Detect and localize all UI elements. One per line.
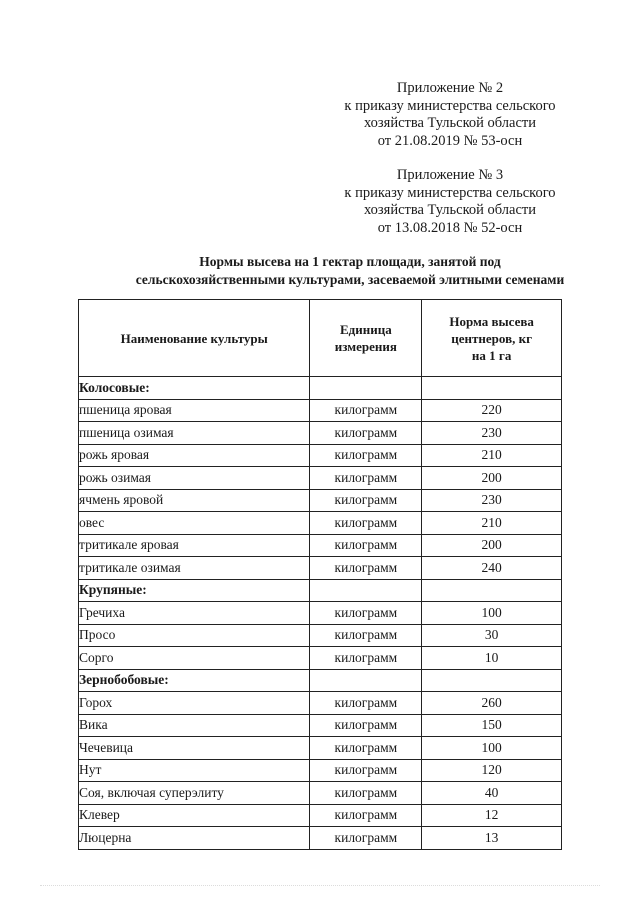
- crop-name-cell: Чечевица: [79, 737, 310, 760]
- table-row: [79, 759, 562, 782]
- crop-name-cell: Горох: [79, 692, 310, 715]
- crop-name-cell: овес: [79, 512, 310, 535]
- seeding-norms-table: [78, 299, 562, 850]
- crop-name-cell: пшеница яровая: [79, 399, 310, 422]
- table-row: [79, 714, 562, 737]
- document-title-line-2: сельскохозяйственными культурами, засеваемой элитными семенами: [135, 272, 565, 287]
- table-row: [79, 692, 562, 715]
- crop-name-cell: Колосовые:: [79, 377, 310, 400]
- annex-order-ref: к приказу министерства сельского: [344, 97, 556, 114]
- table-row: [79, 399, 562, 422]
- crop-name-cell: Просо: [79, 624, 310, 647]
- header-rate: Норма высева центнеров, кг на 1 га: [422, 300, 562, 377]
- header-crop-name: Наименование культуры: [79, 300, 310, 377]
- rate-cell: 12: [422, 804, 562, 827]
- table-row: [79, 804, 562, 827]
- crop-name-cell: рожь озимая: [79, 467, 310, 490]
- table-row: [79, 782, 562, 805]
- rate-cell: 30: [422, 624, 562, 647]
- crop-name-cell: тритикале озимая: [79, 557, 310, 580]
- annex-order-ref: к приказу министерства сельского: [344, 184, 556, 201]
- table-row: [79, 557, 562, 580]
- table-row: [79, 737, 562, 760]
- table-row: [79, 534, 562, 557]
- unit-cell: килограмм: [310, 489, 422, 512]
- unit-cell: килограмм: [310, 647, 422, 670]
- table-group-row: [79, 669, 562, 692]
- unit-cell: килограмм: [310, 444, 422, 467]
- unit-cell: килограмм: [310, 422, 422, 445]
- table-row: [79, 602, 562, 625]
- table-group-row: [79, 377, 562, 400]
- rate-cell: 200: [422, 467, 562, 490]
- rate-cell: 240: [422, 557, 562, 580]
- unit-cell: килограмм: [310, 467, 422, 490]
- unit-cell: килограмм: [310, 804, 422, 827]
- table-row: [79, 422, 562, 445]
- crop-name-cell: Соя, включая суперэлиту: [79, 782, 310, 805]
- header-unit: Единица измерения: [310, 300, 422, 377]
- table-group-row: [79, 579, 562, 602]
- crop-name-cell: Гречиха: [79, 602, 310, 625]
- table-row: [79, 489, 562, 512]
- unit-cell: килограмм: [310, 602, 422, 625]
- rate-cell: 100: [422, 737, 562, 760]
- crop-name-cell: Люцерна: [79, 827, 310, 850]
- unit-cell: килограмм: [310, 782, 422, 805]
- rate-cell: 200: [422, 534, 562, 557]
- unit-cell: [310, 377, 422, 400]
- annex-date: от 21.08.2019 № 53-осн: [377, 132, 523, 149]
- crop-name-cell: Нут: [79, 759, 310, 782]
- unit-cell: килограмм: [310, 737, 422, 760]
- rate-cell: 40: [422, 782, 562, 805]
- unit-cell: [310, 579, 422, 602]
- rate-cell: 230: [422, 422, 562, 445]
- table-row: [79, 444, 562, 467]
- annex-date: от 13.08.2018 № 52-осн: [377, 219, 523, 236]
- crop-name-cell: Крупяные:: [79, 579, 310, 602]
- rate-cell: 210: [422, 444, 562, 467]
- table-row: [79, 467, 562, 490]
- unit-cell: килограмм: [310, 624, 422, 647]
- rate-cell: 150: [422, 714, 562, 737]
- rate-cell: 210: [422, 512, 562, 535]
- table-row: [79, 827, 562, 850]
- rate-cell: 100: [422, 602, 562, 625]
- unit-cell: килограмм: [310, 827, 422, 850]
- annex-title: Приложение № 2: [396, 80, 504, 96]
- annex-title: Приложение № 3: [396, 167, 504, 183]
- crop-name-cell: Сорго: [79, 647, 310, 670]
- crop-name-cell: Вика: [79, 714, 310, 737]
- rate-cell: 120: [422, 759, 562, 782]
- table-header-row: [79, 300, 562, 377]
- rate-cell: [422, 377, 562, 400]
- crop-name-cell: Клевер: [79, 804, 310, 827]
- crop-name-cell: пшеница озимая: [79, 422, 310, 445]
- unit-cell: килограмм: [310, 512, 422, 535]
- rate-cell: [422, 669, 562, 692]
- rate-cell: 13: [422, 827, 562, 850]
- unit-cell: килограмм: [310, 399, 422, 422]
- unit-cell: килограмм: [310, 714, 422, 737]
- annex-ministry: хозяйства Тульской области: [363, 202, 537, 218]
- unit-cell: килограмм: [310, 759, 422, 782]
- annex-header-2: [330, 80, 570, 150]
- unit-cell: килограмм: [310, 557, 422, 580]
- crop-name-cell: рожь яровая: [79, 444, 310, 467]
- annex-header-3: [330, 167, 570, 237]
- document-title: [60, 253, 640, 289]
- crop-name-cell: тритикале яровая: [79, 534, 310, 557]
- rate-cell: 10: [422, 647, 562, 670]
- rate-cell: [422, 579, 562, 602]
- document-title-line-1: Нормы высева на 1 гектар площади, занятой под: [199, 254, 501, 269]
- rate-cell: 230: [422, 489, 562, 512]
- table-row: [79, 647, 562, 670]
- scan-artifact-line: [40, 885, 600, 887]
- rate-cell: 220: [422, 399, 562, 422]
- unit-cell: килограмм: [310, 692, 422, 715]
- unit-cell: килограмм: [310, 534, 422, 557]
- crop-name-cell: Зернобобовые:: [79, 669, 310, 692]
- unit-cell: [310, 669, 422, 692]
- rate-cell: 260: [422, 692, 562, 715]
- table-row: [79, 624, 562, 647]
- crop-name-cell: ячмень яровой: [79, 489, 310, 512]
- table-row: [79, 512, 562, 535]
- annex-ministry: хозяйства Тульской области: [363, 115, 537, 131]
